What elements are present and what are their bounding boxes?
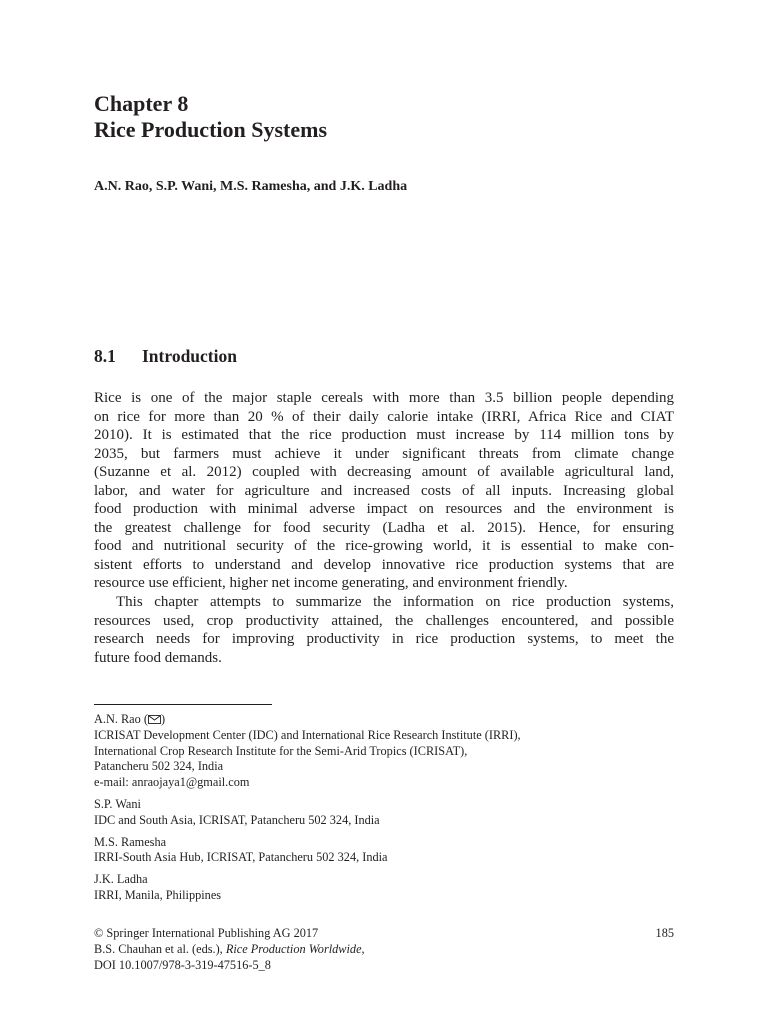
doi-line[interactable]: DOI 10.1007/978-3-319-47516-5_8 [94,958,271,972]
body-line: research needs for improving productivity in rice production systems, to meet the [94,631,674,648]
body-line: food and nutritional security of the rice-growing world, it is essential to make con- [94,538,674,555]
footnote-affiliation: International Crop Research Institute for the Semi-Arid Tropics (ICRISAT), [94,743,468,758]
footnote-ladha [94,872,674,904]
section-title: Introduction [142,346,237,366]
citation-line: B.S. Chauhan et al. (eds.), Rice Production Worldwide, [94,942,365,956]
copyright-line: © Springer International Publishing AG 2017 [94,926,319,940]
body-line: resource use efficient, higher net income generating, and environment friendly. [94,575,568,592]
footnote-name: J.K. Ladha [94,872,148,887]
envelope-icon[interactable] [148,713,161,722]
footnote-affiliation: ICRISAT Development Center (IDC) and International Rice Research Institute (IRRI), [94,727,521,742]
copyright-block [94,925,674,973]
body-line: (Suzanne et al. 2012) coupled with decreasing amount of available agricultural land, [94,464,674,481]
footnote-ramesha [94,835,674,867]
body-line: the greatest challenge for food security (Ladha et al. 2015). Hence, for ensuring [94,519,674,536]
footnote-affiliation: IRRI, Manila, Philippines [94,887,222,902]
body-text [94,389,674,667]
body-line: This chapter attempts to summarize the information on rice production systems, [116,594,674,611]
chapter-authors: A.N. Rao, S.P. Wani, M.S. Ramesha, and J.K. Ladha [94,179,408,194]
footnote-email[interactable]: e-mail: anraojaya1@gmail.com [94,775,250,790]
body-line: 2010). It is estimated that the rice production must increase by 114 million tons by [94,427,674,444]
footnote-affiliation: IDC and South Asia, ICRISAT, Patancheru 502 324, India [94,812,380,827]
footnote-name: S.P. Wani [94,796,141,811]
page-number: 185 [655,926,674,940]
section-number: 8.1 [94,346,116,366]
footnotes [94,712,674,910]
footnote-affiliation: IRRI-South Asia Hub, ICRISAT, Patancheru 502 324, India [94,850,388,865]
body-line: resources used, crop productivity attained, the challenges encountered, and possible [94,612,674,629]
body-line: labor, and water for agriculture and increased costs of all inputs. Increasing global [94,482,674,499]
body-line: Rice is one of the major staple cereals with more than 3.5 billion people depending [94,390,674,406]
footnote-rule [94,704,272,705]
chapter-label: Chapter 8 [94,91,189,116]
section-heading [94,345,237,367]
book-title: Rice Production Worldwide [225,942,362,956]
chapter-title: Rice Production Systems [94,117,328,142]
body-line: on rice for more than 20 % of their daily calorie intake (IRRI, Africa Rice and CIAT [94,408,674,425]
body-line: 2035, but farmers must achieve it under significant threats from climate change [94,445,674,462]
page [94,0,674,1024]
footnote-name: M.S. Ramesha [94,834,167,849]
body-line: future food demands. [94,649,222,666]
body-line: sistent efforts to understand and develop innovative rice production systems that are [94,556,674,573]
footnote-name: A.N. Rao ( ) [94,712,166,726]
footnote-wani [94,797,674,829]
body-line: food production with minimal adverse impact on resources and the environment is [94,501,674,518]
footnote-address: Patancheru 502 324, India [94,759,224,774]
footnote-rao [94,712,674,791]
